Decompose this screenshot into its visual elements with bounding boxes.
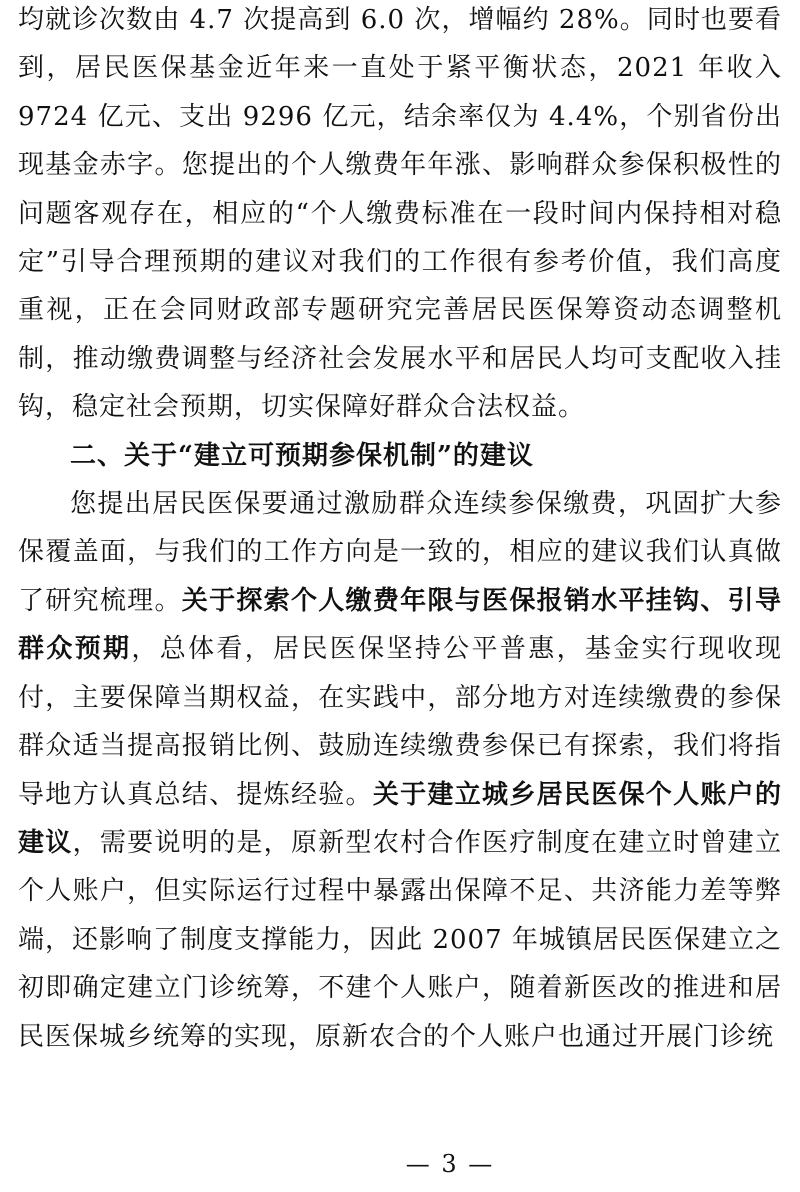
paragraph-suggestion	[18, 480, 782, 1061]
document-body	[18, 0, 782, 1061]
section-heading: 二、关于“建立可预期参保机制”的建议	[70, 440, 534, 471]
paragraph-continued: 均就诊次数由 4.7 次提高到 6.0 次，增幅约 28%。同时也要看到，居民医保基金近年来一直处于紧平衡状态，2021 年收入 9724 亿元、支出 9296 亿元，结余率仅为 4.4%，个别省份出现基金赤字。您提出的个人缴费年年涨、影响群众参保积极性的问题客观存在，相应的“个人缴费标准在一段时间内保持相对稳定”引导合理预期的建议对我们的工作很有参考价值，我们高度重视，正在会同财政部专题研究完善居民医保筹资动态调整机制，推动缴费调整与经济社会发展水平和居民人均可支配收入挂钩，稳定社会预期，切实保障好群众合法权益。	[18, 5, 782, 423]
bold-topic-2: 关于建立城乡居民医保个人账户的建议	[18, 779, 782, 858]
paragraph-end-text: ，需要说明的是，原新型农村合作医疗制度在建立时曾建立个人账户，但实际运行过程中暴露出保障不足、共济能力差等弊端，还影响了制度支撑能力，因此 2007 年城镇居民医保建立之初即确定建立门诊统筹，不建个人账户，随着新医改的推进和居民医保城乡统筹的实现，原新农合的个人账户也通过开展门诊统	[18, 827, 782, 1052]
paragraph-mid-text: ，总体看，居民医保坚持公平普惠，基金实行现收现付，主要保障当期权益，在实践中，部分地方对连续缴费的参保群众适当提高报销比例、鼓励连续缴费参保已有探索，我们将指导地方认真总结、提炼经验。	[18, 634, 782, 810]
page-number: — 3 —	[405, 1150, 495, 1178]
bold-topic-1: 关于探索个人缴费年限与医保报销水平挂钩、引导群众预期	[18, 585, 782, 665]
paragraph-intro-text: 您提出居民医保要通过激励群众连续参保缴费，巩固扩大参保覆盖面，与我们的工作方向是一致的，相应的建议我们认真做了研究梳理。	[18, 489, 782, 616]
